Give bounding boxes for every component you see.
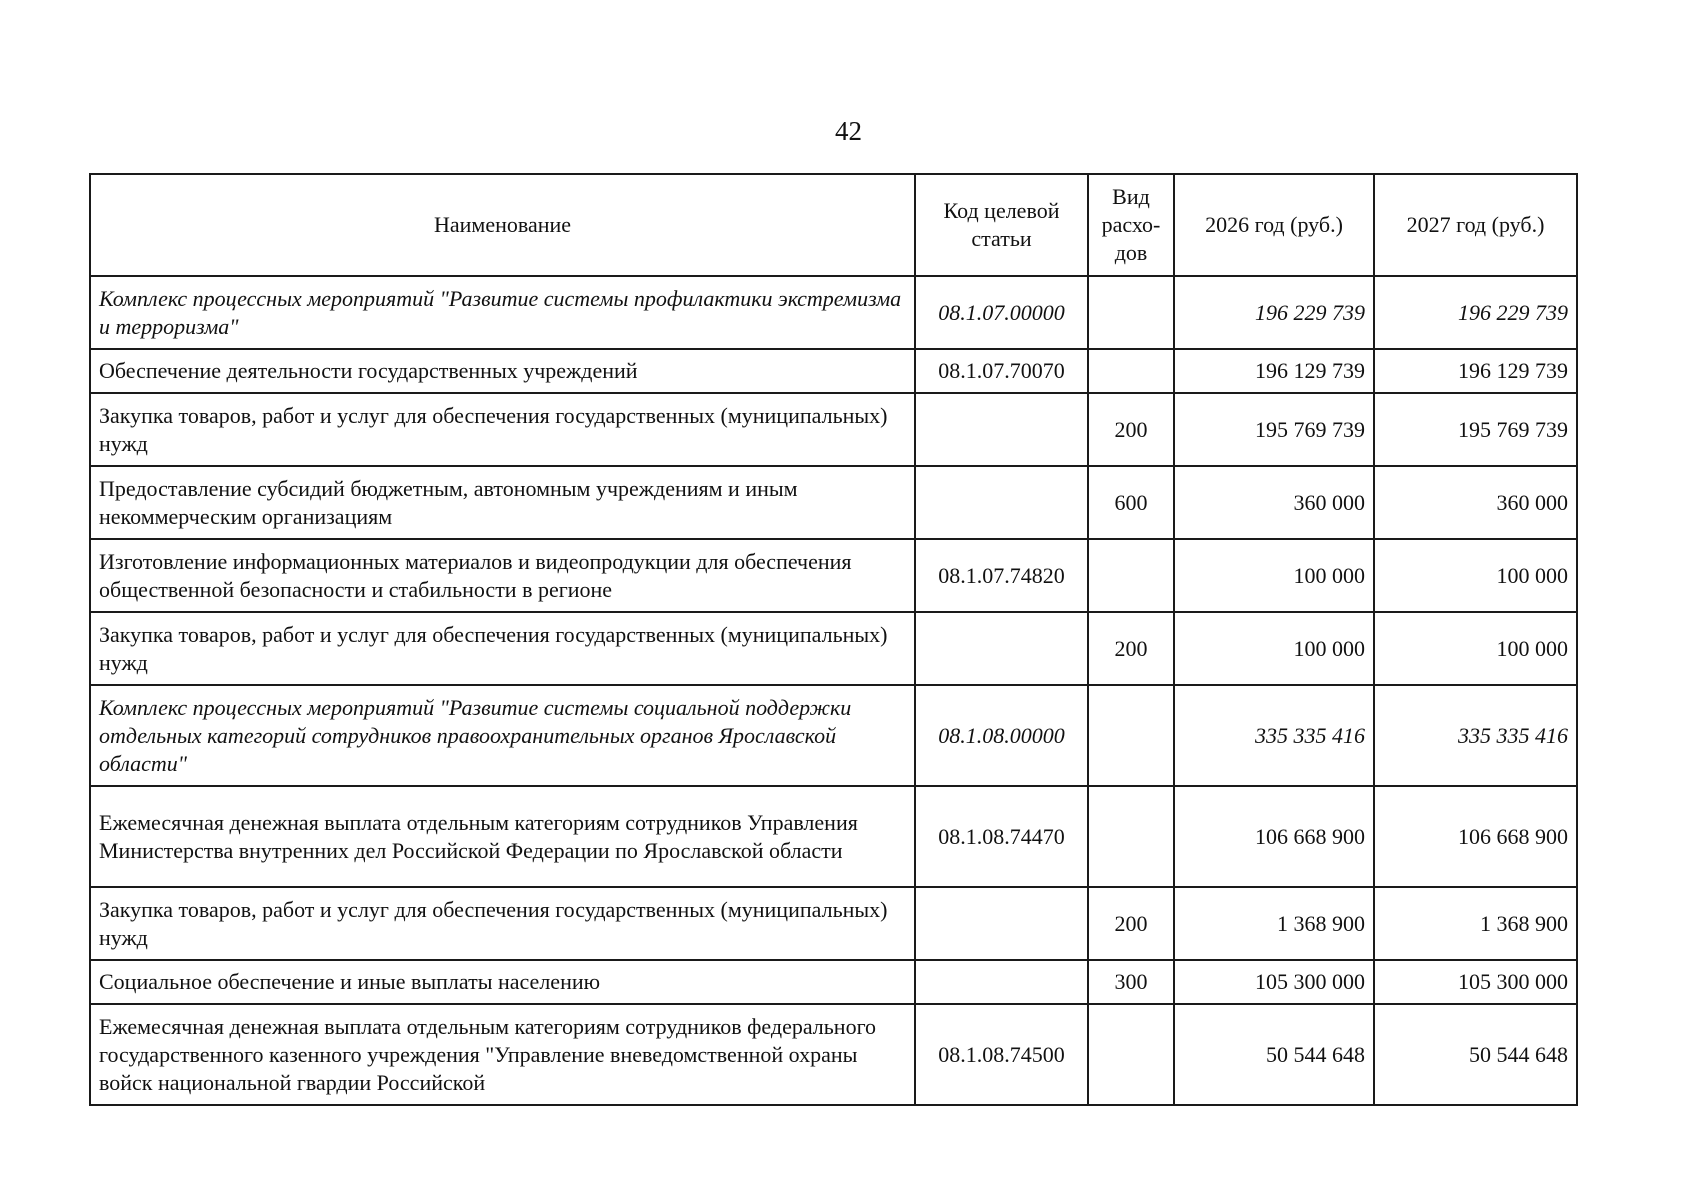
table-row [90,539,1577,612]
row-year-2026: 360 000 [1174,466,1374,539]
table-row [90,276,1577,349]
row-name: Ежемесячная денежная выплата отдельным категориям сотрудников федерального государственного казенного учреждения "Управление вневедомственной охраны войск национальной гвардии Российской [90,1004,915,1105]
row-year-2027: 360 000 [1374,466,1577,539]
table-row [90,960,1577,1004]
budget-table [89,173,1578,1106]
table-header [90,174,1577,276]
table-row [90,393,1577,466]
table-row [90,1004,1577,1105]
row-year-2026: 105 300 000 [1174,960,1374,1004]
table-row [90,685,1577,786]
table-row [90,786,1577,887]
row-year-2027: 196 229 739 [1374,276,1577,349]
row-expense-type: 200 [1088,612,1174,685]
row-expense-type [1088,539,1174,612]
row-name: Предоставление субсидий бюджетным, автономным учреждениям и иным некоммерческим организациям [90,466,915,539]
row-expense-type [1088,349,1174,393]
table-row [90,612,1577,685]
table-body [90,276,1577,1105]
table-row [90,349,1577,393]
row-year-2026: 100 000 [1174,539,1374,612]
row-code: 08.1.07.00000 [915,276,1088,349]
row-code: 08.1.07.70070 [915,349,1088,393]
row-year-2027: 50 544 648 [1374,1004,1577,1105]
row-code [915,393,1088,466]
row-year-2026: 106 668 900 [1174,786,1374,887]
row-name: Социальное обеспечение и иные выплаты населению [90,960,915,1004]
row-name: Закупка товаров, работ и услуг для обеспечения государственных (муниципальных) нужд [90,887,915,960]
row-year-2026: 50 544 648 [1174,1004,1374,1105]
row-year-2027: 1 368 900 [1374,887,1577,960]
row-code: 08.1.08.74500 [915,1004,1088,1105]
header-year-2027: 2027 год (руб.) [1374,174,1577,276]
row-year-2026: 196 229 739 [1174,276,1374,349]
row-year-2027: 100 000 [1374,539,1577,612]
row-name: Изготовление информационных материалов и видеопродукции для обеспечения общественной безопасности и стабильности в регионе [90,539,915,612]
row-expense-type [1088,685,1174,786]
row-name: Закупка товаров, работ и услуг для обеспечения государственных (муниципальных) нужд [90,393,915,466]
row-name: Обеспечение деятельности государственных учреждений [90,349,915,393]
row-year-2027: 335 335 416 [1374,685,1577,786]
row-name: Комплекс процессных мероприятий "Развитие системы социальной поддержки отдельных категорий сотрудников правоохранительных органов Ярославской области" [90,685,915,786]
row-name: Комплекс процессных мероприятий "Развитие системы профилактики экстремизма и терроризма" [90,276,915,349]
row-year-2027: 195 769 739 [1374,393,1577,466]
row-expense-type: 600 [1088,466,1174,539]
table-row [90,887,1577,960]
row-year-2026: 196 129 739 [1174,349,1374,393]
row-code [915,466,1088,539]
row-expense-type [1088,786,1174,887]
header-expense-type: Вид расхо-дов [1088,174,1174,276]
row-code [915,960,1088,1004]
row-year-2026: 195 769 739 [1174,393,1374,466]
row-code [915,887,1088,960]
page-number: 42 [835,116,862,146]
row-expense-type [1088,276,1174,349]
header-row [90,174,1577,276]
row-year-2027: 100 000 [1374,612,1577,685]
row-year-2026: 1 368 900 [1174,887,1374,960]
row-name: Ежемесячная денежная выплата отдельным категориям сотрудников Управления Министерства внутренних дел Российской Федерации по Ярославской области [90,786,915,887]
header-code: Код целевой статьи [915,174,1088,276]
row-expense-type: 300 [1088,960,1174,1004]
header-year-2026: 2026 год (руб.) [1174,174,1374,276]
row-code: 08.1.07.74820 [915,539,1088,612]
row-expense-type: 200 [1088,887,1174,960]
row-code: 08.1.08.74470 [915,786,1088,887]
row-expense-type [1088,1004,1174,1105]
header-name: Наименование [90,174,915,276]
row-name: Закупка товаров, работ и услуг для обеспечения государственных (муниципальных) нужд [90,612,915,685]
table-row [90,466,1577,539]
row-year-2026: 335 335 416 [1174,685,1374,786]
row-expense-type: 200 [1088,393,1174,466]
row-code [915,612,1088,685]
row-code: 08.1.08.00000 [915,685,1088,786]
row-year-2027: 196 129 739 [1374,349,1577,393]
row-year-2027: 106 668 900 [1374,786,1577,887]
row-year-2026: 100 000 [1174,612,1374,685]
row-year-2027: 105 300 000 [1374,960,1577,1004]
